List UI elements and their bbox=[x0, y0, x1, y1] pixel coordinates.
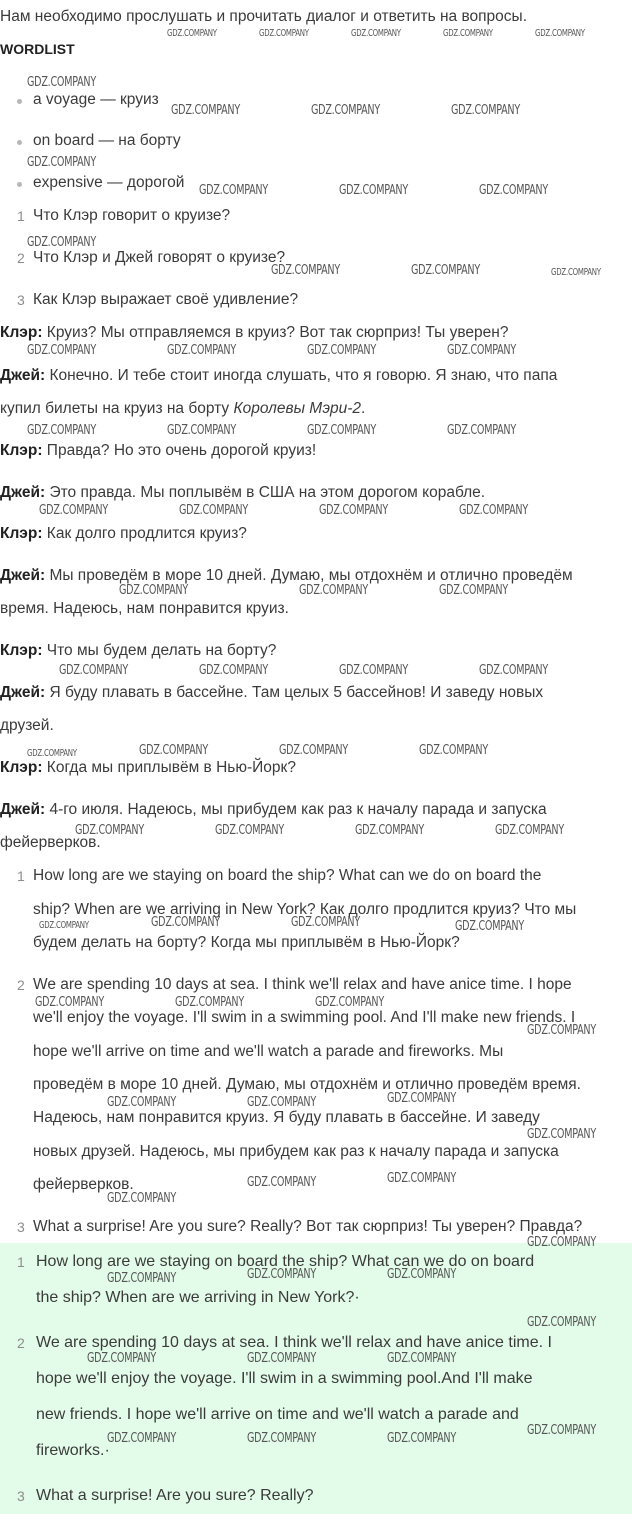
watermark-text: GDZ.COMPANY bbox=[351, 28, 401, 39]
speaker-label: Клэр: bbox=[0, 642, 43, 659]
answer-line: What a surprise! Are you sure? Really? Вот так сюрприз! Ты уверен? Правда? bbox=[33, 1218, 583, 1235]
watermark-text: GDZ.COMPANY bbox=[247, 1351, 316, 1366]
watermark-text: GDZ.COMPANY bbox=[387, 1091, 456, 1106]
dialogue-line: Клэр: Как долго продлится круиз? bbox=[0, 525, 247, 542]
intro-text: Нам необходимо прослушать и прочитать диалог и ответить на вопросы. bbox=[0, 8, 527, 25]
watermark-text: GDZ.COMPANY bbox=[59, 663, 128, 678]
watermark-text: GDZ.COMPANY bbox=[247, 1095, 316, 1110]
watermark-text: GDZ.COMPANY bbox=[459, 503, 528, 518]
dialogue-line: Клэр: Когда мы приплывём в Нью-Йорк? bbox=[0, 759, 296, 776]
answer-line: новых друзей. Надеюсь, мы прибудем как раз к началу парада и запуска bbox=[33, 1143, 559, 1160]
watermark-text: GDZ.COMPANY bbox=[27, 423, 96, 438]
watermark-text: GDZ.COMPANY bbox=[535, 28, 585, 39]
watermark-text: GDZ.COMPANY bbox=[419, 743, 488, 758]
speaker-label: Клэр: bbox=[0, 442, 43, 459]
watermark-text: GDZ.COMPANY bbox=[307, 423, 376, 438]
watermark-text: GDZ.COMPANY bbox=[495, 823, 564, 838]
question-text: Как Клэр выражает своё удивление? bbox=[33, 291, 299, 308]
watermark-text: GDZ.COMPANY bbox=[291, 915, 360, 930]
watermark-text: GDZ.COMPANY bbox=[527, 1235, 596, 1250]
answer-number: 3 bbox=[17, 1488, 25, 1504]
watermark-text: GDZ.COMPANY bbox=[27, 343, 96, 358]
watermark-text: GDZ.COMPANY bbox=[355, 823, 424, 838]
answer-line: We are spending 10 days at sea. I think we'll relax and have anice time. I hope bbox=[33, 976, 572, 993]
watermark-text: GDZ.COMPANY bbox=[167, 343, 236, 358]
watermark-text: GDZ.COMPANY bbox=[527, 1127, 596, 1142]
watermark-text: GDZ.COMPANY bbox=[527, 1315, 596, 1330]
watermark-text: GDZ.COMPANY bbox=[107, 1271, 176, 1286]
speaker-label: Джей: bbox=[0, 367, 46, 384]
dialogue-line: Клэр: Круиз? Мы отправляемся в круиз? Вот так сюрприз! Ты уверен? bbox=[0, 324, 509, 341]
answer-number: 3 bbox=[17, 1219, 25, 1235]
watermark-text: GDZ.COMPANY bbox=[527, 1023, 596, 1038]
answer-line: проведём в море 10 дней. Думаю, мы отдохнём и отлично проведём время. bbox=[33, 1076, 581, 1093]
watermark-text: GDZ.COMPANY bbox=[447, 343, 516, 358]
watermark-text: GDZ.COMPANY bbox=[179, 503, 248, 518]
watermark-text: GDZ.COMPANY bbox=[151, 915, 220, 930]
speaker-label: Джей: bbox=[0, 684, 46, 701]
speaker-label: Джей: bbox=[0, 484, 46, 501]
answer-number: 2 bbox=[17, 1335, 25, 1351]
watermark-text: GDZ.COMPANY bbox=[75, 823, 144, 838]
watermark-text: GDZ.COMPANY bbox=[387, 1171, 456, 1186]
answer-line: we'll enjoy the voyage. I'll swim in a swimming pool. And I'll make new friends. I bbox=[33, 1009, 576, 1026]
watermark-text: GDZ.COMPANY bbox=[27, 748, 77, 759]
watermark-text: GDZ.COMPANY bbox=[27, 155, 96, 170]
watermark-text: GDZ.COMPANY bbox=[107, 1431, 176, 1446]
watermark-text: GDZ.COMPANY bbox=[107, 1191, 176, 1206]
watermark-text: GDZ.COMPANY bbox=[39, 920, 89, 931]
watermark-text: GDZ.COMPANY bbox=[387, 1351, 456, 1366]
watermark-text: GDZ.COMPANY bbox=[107, 1095, 176, 1110]
watermark-text: GDZ.COMPANY bbox=[319, 503, 388, 518]
watermark-text: GDZ.COMPANY bbox=[551, 267, 601, 278]
answer-line: будем делать на борту? Когда мы приплывём в Нью-Йорк? bbox=[33, 934, 460, 951]
dialogue-line: Клэр: Что мы будем делать на борту? bbox=[0, 642, 277, 659]
answer-line: hope we'll enjoy the voyage. I'll swim in a swimming pool.And I'll make bbox=[36, 1370, 533, 1387]
dialogue-line: Джей: Я буду плавать в бассейне. Там целых 5 бассейнов! И заведу новых bbox=[0, 684, 544, 701]
watermark-text: GDZ.COMPANY bbox=[27, 235, 96, 250]
answer-line: Надеюсь, нам понравится круиз. Я буду плавать в бассейне. И заведу bbox=[33, 1109, 540, 1126]
dialogue-line: Джей: Это правда. Мы поплывём в США на этом дорогом корабле. bbox=[0, 484, 486, 501]
watermark-text: GDZ.COMPANY bbox=[259, 28, 309, 39]
speaker-label: Клэр: bbox=[0, 759, 43, 776]
answer-number: 1 bbox=[17, 1254, 25, 1270]
answer-number: 1 bbox=[17, 868, 25, 884]
watermark-text: GDZ.COMPANY bbox=[87, 1351, 156, 1366]
dialogue-line: Джей: Конечно. И тебе стоит иногда слушать, что я говорю. Я знаю, что папа bbox=[0, 367, 558, 384]
dialogue-line: друзей. bbox=[0, 717, 54, 734]
watermark-text: GDZ.COMPANY bbox=[139, 743, 208, 758]
watermark-text: GDZ.COMPANY bbox=[247, 1175, 316, 1190]
question-number: 3 bbox=[17, 292, 25, 308]
watermark-text: GDZ.COMPANY bbox=[271, 263, 340, 278]
watermark-text: GDZ.COMPANY bbox=[215, 823, 284, 838]
watermark-text: GDZ.COMPANY bbox=[311, 103, 380, 118]
bullet-icon bbox=[17, 140, 22, 145]
watermark-text: GDZ.COMPANY bbox=[307, 343, 376, 358]
dialogue-line: время. Надеюсь, нам понравится круиз. bbox=[0, 600, 289, 617]
watermark-text: GDZ.COMPANY bbox=[167, 28, 217, 39]
question-text: Что Клэр говорит о круизе? bbox=[33, 207, 231, 224]
watermark-text: GDZ.COMPANY bbox=[439, 583, 508, 598]
watermark-text: GDZ.COMPANY bbox=[455, 919, 524, 934]
watermark-text: GDZ.COMPANY bbox=[315, 995, 384, 1010]
dialogue-line: фейерверков. bbox=[0, 834, 101, 851]
ship-name: Королевы Мэри-2 bbox=[233, 400, 362, 417]
watermark-text: GDZ.COMPANY bbox=[387, 1431, 456, 1446]
question-number: 2 bbox=[17, 250, 25, 266]
bullet-icon bbox=[17, 182, 22, 187]
watermark-text: GDZ.COMPANY bbox=[175, 995, 244, 1010]
wordlist-item: on board — на борту bbox=[33, 132, 181, 149]
speaker-label: Клэр: bbox=[0, 324, 43, 341]
wordlist-item: expensive — дорогой bbox=[33, 174, 185, 191]
watermark-text: GDZ.COMPANY bbox=[279, 743, 348, 758]
answer-line: new friends. I hope we'll arrive on time and we'll watch a parade and bbox=[36, 1406, 519, 1423]
watermark-text: GDZ.COMPANY bbox=[199, 663, 268, 678]
question-text: Что Клэр и Джей говорят о круизе? bbox=[33, 249, 286, 266]
watermark-text: GDZ.COMPANY bbox=[119, 583, 188, 598]
wordlist-item: a voyage — круиз bbox=[33, 91, 159, 108]
watermark-text: GDZ.COMPANY bbox=[443, 28, 493, 39]
watermark-text: GDZ.COMPANY bbox=[339, 183, 408, 198]
dialogue-line: Джей: 4-го июля. Надеюсь, мы прибудем как раз к началу парада и запуска bbox=[0, 801, 547, 818]
dialogue-line: Джей: Мы проведём в море 10 дней. Думаю, мы отдохнём и отлично проведём bbox=[0, 567, 573, 584]
question-number: 1 bbox=[17, 208, 25, 224]
watermark-text: GDZ.COMPANY bbox=[451, 103, 520, 118]
answer-line: the ship? When are we arriving in New York?· bbox=[36, 1289, 360, 1306]
watermark-text: GDZ.COMPANY bbox=[447, 423, 516, 438]
watermark-text: GDZ.COMPANY bbox=[527, 1423, 596, 1438]
bullet-icon bbox=[17, 99, 22, 104]
speaker-label: Джей: bbox=[0, 801, 46, 818]
watermark-text: GDZ.COMPANY bbox=[411, 263, 480, 278]
answer-line: ship? When are we arriving in New York? Как долго продлится круиз? Что мы bbox=[33, 901, 577, 918]
speaker-label: Клэр: bbox=[0, 525, 43, 542]
dialogue-line: Клэр: Правда? Но это очень дорогой круиз! bbox=[0, 442, 317, 459]
answer-line: We are spending 10 days at sea. I think we'll relax and have anice time. I bbox=[36, 1334, 552, 1351]
wordlist-title: WORDLIST bbox=[0, 41, 75, 57]
watermark-text: GDZ.COMPANY bbox=[39, 503, 108, 518]
watermark-text: GDZ.COMPANY bbox=[479, 663, 548, 678]
answer-line: What a surprise! Are you sure? Really? bbox=[36, 1487, 314, 1504]
answer-line: How long are we staying on board the ship? What can we do on board the bbox=[33, 867, 542, 884]
answer-number: 2 bbox=[17, 977, 25, 993]
answer-line: How long are we staying on board the ship? What can we do on board bbox=[36, 1253, 535, 1270]
watermark-text: GDZ.COMPANY bbox=[247, 1267, 316, 1282]
answer-line: hope we'll arrive on time and we'll watch a parade and fireworks. Мы bbox=[33, 1043, 504, 1060]
answer-line: фейерверков. bbox=[33, 1176, 134, 1193]
dialogue-line: купил билеты на круиз на борту Королевы Мэри-2. bbox=[0, 400, 366, 417]
answer-line: fireworks.· bbox=[36, 1442, 110, 1459]
speaker-label: Джей: bbox=[0, 567, 46, 584]
watermark-text: GDZ.COMPANY bbox=[167, 423, 236, 438]
watermark-text: GDZ.COMPANY bbox=[387, 1267, 456, 1282]
watermark-text: GDZ.COMPANY bbox=[247, 1431, 316, 1446]
watermark-text: GDZ.COMPANY bbox=[299, 583, 368, 598]
watermark-text: GDZ.COMPANY bbox=[27, 75, 96, 90]
watermark-text: GDZ.COMPANY bbox=[35, 995, 104, 1010]
watermark-text: GDZ.COMPANY bbox=[479, 183, 548, 198]
watermark-text: GDZ.COMPANY bbox=[171, 103, 240, 118]
watermark-text: GDZ.COMPANY bbox=[339, 663, 408, 678]
watermark-text: GDZ.COMPANY bbox=[199, 183, 268, 198]
